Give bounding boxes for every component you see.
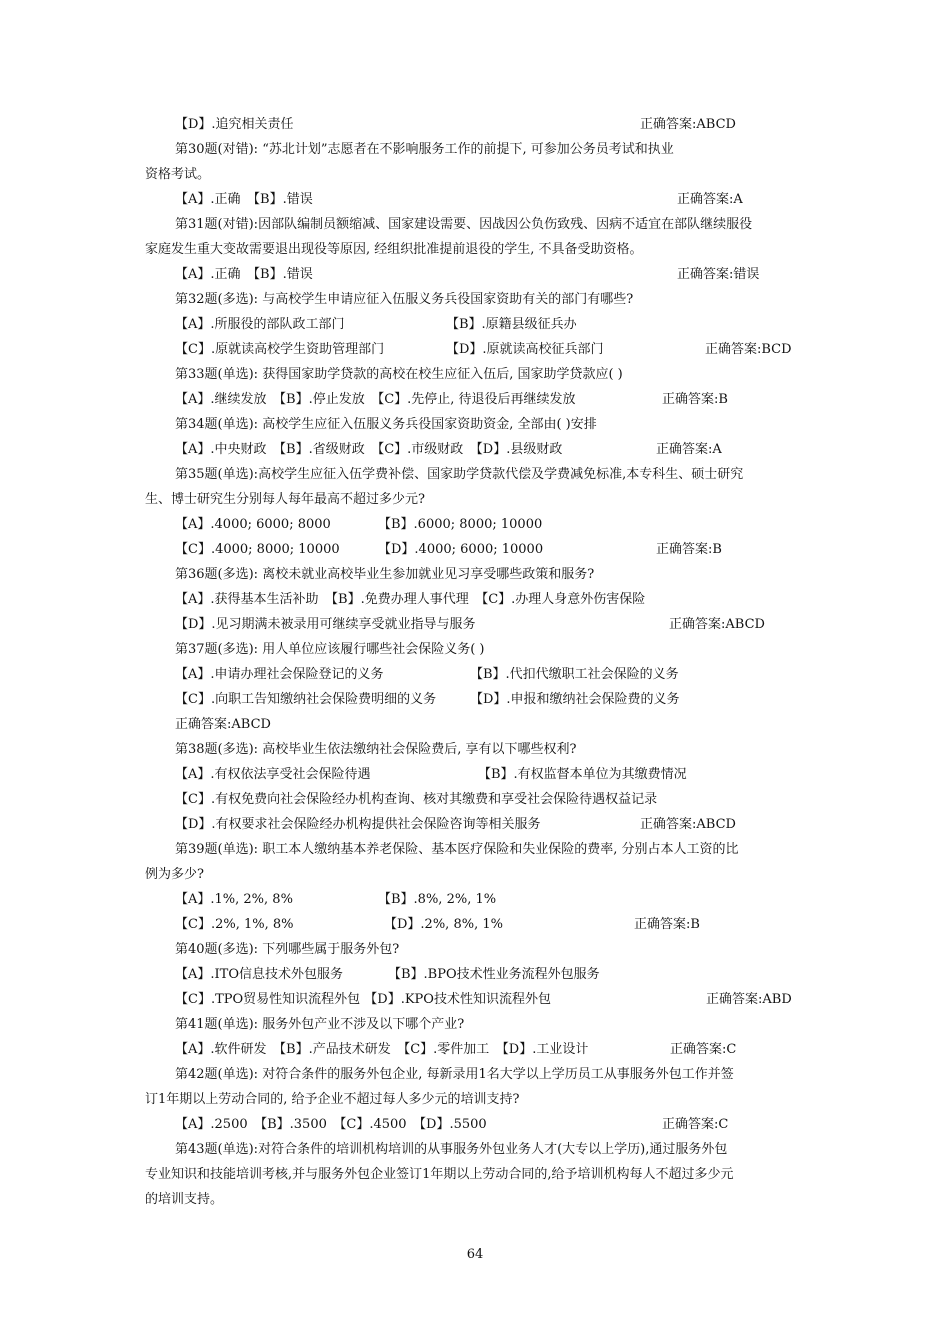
answer-option: 【B】.8%, 2%, 1%: [378, 892, 497, 907]
answer-option: 【B】.6000; 8000; 10000: [378, 517, 543, 532]
correct-answer: 正确答案:A: [656, 442, 722, 457]
question-text: 第42题(单选): 对符合条件的服务外包企业, 每新录用1名大学以上学历员工从事服务外包工作并签: [175, 1067, 734, 1082]
answer-option: 【D】.追究相关责任: [175, 117, 294, 132]
answer-option: 【A】.申请办理社会保险登记的义务: [175, 667, 384, 682]
correct-answer: 正确答案:ABCD: [669, 617, 765, 632]
correct-answer: 正确答案:错误: [677, 267, 760, 282]
question-text: 第33题(单选): 获得国家助学贷款的高校在校生应征入伍后, 国家助学贷款应( ): [175, 367, 623, 382]
question-text: 第37题(多选): 用人单位应该履行哪些社会保险义务( ): [175, 642, 485, 657]
correct-answer: 正确答案:B: [634, 917, 700, 932]
question-text: 第40题(多选): 下列哪些属于服务外包?: [175, 942, 400, 957]
answer-option: 【C】.原就读高校学生资助管理部门: [175, 342, 385, 357]
answer-option: 【D】.见习期满未被录用可继续享受就业指导与服务: [175, 617, 476, 632]
answer-option: 【A】.4000; 6000; 8000: [175, 517, 331, 532]
answer-option: 【A】.1%, 2%, 8%: [175, 892, 293, 907]
answer-option: 【C】.向职工告知缴纳社会保险费明细的义务: [175, 692, 437, 707]
text-segment: 订1年期以上劳动合同的, 给予企业不超过每人多少元的培训支持?: [145, 1092, 520, 1107]
correct-answer: 正确答案:ABCD: [640, 817, 736, 832]
answer-option: 【D】.申报和缴纳社会保险费的义务: [470, 692, 680, 707]
correct-answer: 正确答案:ABD: [706, 992, 792, 1007]
correct-answer: 正确答案:A: [677, 192, 743, 207]
answer-option: 【D】.原就读高校征兵部门: [446, 342, 604, 357]
question-text: 第35题(单选):高校学生应征入伍学费补偿、国家助学贷款代偿及学费减免标准,本专科生、硕士研究: [175, 467, 744, 482]
question-text: 第36题(多选): 离校未就业高校毕业生参加就业见习享受哪些政策和服务?: [175, 567, 595, 582]
answer-option: 【D】.4000; 6000; 10000: [378, 542, 544, 557]
text-segment: 资格考试。: [145, 167, 211, 182]
answer-option: 【A】.正确 【B】.错误: [175, 192, 313, 207]
text-segment: 例为多少?: [145, 867, 204, 882]
answer-option: 【A】.继续发放 【B】.停止发放 【C】.先停止, 待退役后再继续发放: [175, 392, 576, 407]
answer-option: 【A】.获得基本生活补助 【B】.免费办理人事代理 【C】.办理人身意外伤害保险: [175, 592, 646, 607]
answer-option: 【C】.4000; 8000; 10000: [175, 542, 340, 557]
text-segment: 的培训支持。: [145, 1192, 224, 1207]
answer-option: 【A】.中央财政 【B】.省级财政 【C】.市级财政 【D】.县级财政: [175, 442, 563, 457]
answer-option: 【A】.软件研发 【B】.产品技术研发 【C】.零件加工 【D】.工业设计: [175, 1042, 589, 1057]
question-text: 第31题(对错):因部队编制员额缩减、国家建设需要、因战因公负伤致残、因病不适宜在部队继续服役: [175, 217, 753, 232]
answer-option: 【B】.原籍县级征兵办: [446, 317, 577, 332]
answer-option: 【A】.有权依法享受社会保险待遇: [175, 767, 371, 782]
answer-option: 【C】.2%, 1%, 8%: [175, 917, 294, 932]
correct-answer: 正确答案:C: [662, 1117, 729, 1132]
correct-answer: 正确答案:ABCD: [640, 117, 736, 132]
correct-answer: 正确答案:B: [656, 542, 722, 557]
question-text: 第39题(单选): 职工本人缴纳基本养老保险、基本医疗保险和失业保险的费率, 分别占本人工资的比: [175, 842, 739, 857]
text-segment: 专业知识和技能培训考核,并与服务外包企业签订1年期以上劳动合同的,给予培训机构每人不超过多少元: [145, 1167, 734, 1182]
answer-option: 【D】.2%, 8%, 1%: [384, 917, 503, 932]
question-text: 第34题(单选): 高校学生应征入伍服义务兵役国家资助资金, 全部由( )安排: [175, 417, 597, 432]
answer-option: 【A】.2500 【B】.3500 【C】.4500 【D】.5500: [175, 1117, 487, 1132]
text-segment: 家庭发生重大变故需要退出现役等原因, 经组织批准提前退役的学生, 不具备受助资格。: [145, 242, 643, 257]
text-segment: 生、博士研究生分别每人每年最高不超过多少元?: [145, 492, 425, 507]
question-text: 第41题(单选): 服务外包产业不涉及以下哪个产业?: [175, 1017, 465, 1032]
answer-option: 【B】.代扣代缴职工社会保险的义务: [470, 667, 679, 682]
question-text: 第43题(单选):对符合条件的培训机构培训的从事服务外包业务人才(大专以上学历),通过服务外包: [175, 1142, 728, 1157]
question-text: 第32题(多选): 与高校学生申请应征入伍服义务兵役国家资助有关的部门有哪些?: [175, 292, 634, 307]
question-text: 第30题(对错): “苏北计划”志愿者在不影响服务工作的前提下, 可参加公务员考试和执业: [175, 142, 674, 157]
answer-option: 【B】.有权监督本单位为其缴费情况: [478, 767, 687, 782]
page-number: 64: [466, 1247, 484, 1262]
correct-answer: 正确答案:C: [670, 1042, 737, 1057]
answer-option: 【C】.TPO贸易性知识流程外包 【D】.KPO技术性知识流程外包: [175, 992, 551, 1007]
answer-option: 【A】.所服役的部队政工部门: [175, 317, 345, 332]
correct-answer: 正确答案:B: [662, 392, 728, 407]
correct-answer: 正确答案:ABCD: [175, 717, 271, 732]
answer-option: 【D】.有权要求社会保险经办机构提供社会保险咨询等相关服务: [175, 817, 541, 832]
answer-option: 【C】.有权免费向社会保险经办机构查询、核对其缴费和享受社会保险待遇权益记录: [175, 792, 658, 807]
answer-option: 【B】.BPO技术性业务流程外包服务: [388, 967, 600, 982]
answer-option: 【A】.正确 【B】.错误: [175, 267, 313, 282]
correct-answer: 正确答案:BCD: [705, 342, 792, 357]
question-text: 第38题(多选): 高校毕业生依法缴纳社会保险费后, 享有以下哪些权利?: [175, 742, 577, 757]
answer-option: 【A】.ITO信息技术外包服务: [175, 967, 343, 982]
